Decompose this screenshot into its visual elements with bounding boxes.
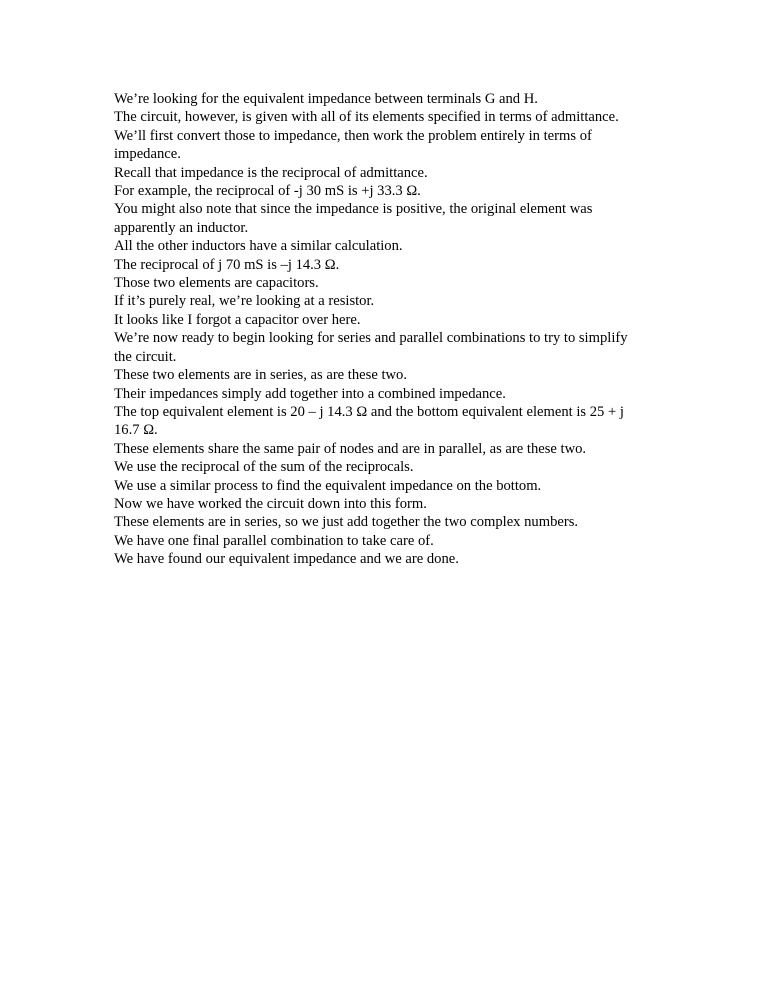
paragraph: These elements are in series, so we just add together the two complex numbers. [114,514,579,531]
document-body [114,90,634,569]
paragraph: We’re looking for the equivalent impedance between terminals G and H. [114,91,538,107]
paragraph: If it’s purely real, we’re looking at a resistor. [114,293,375,310]
paragraph: Those two elements are capacitors. [114,275,319,292]
paragraph: We use the reciprocal of the sum of the reciprocals. [114,459,414,476]
paragraph: Now we have worked the circuit down into this form. [114,495,427,512]
paragraph: The top equivalent element is 20 – j 14.3 Ω and the bottom equivalent element is 25 + j 16.7 Ω. [114,403,624,439]
paragraph: We’re now ready to begin looking for series and parallel combinations to try to simplify the circuit. [114,330,628,365]
paragraph: These two elements are in series, as are these two. [114,367,407,384]
paragraph: Recall that impedance is the reciprocal of admittance. [114,164,428,181]
paragraph: We have one final parallel combination to take care of. [114,532,434,549]
paragraph: The circuit, however, is given with all of its elements specified in terms of admittance. [114,109,619,126]
paragraph: We’ll first convert those to impedance, then work the problem entirely in terms of impedance. [114,127,592,163]
paragraph: For example, the reciprocal of -j 30 mS is +j 33.3 Ω. [114,183,421,200]
paragraph: You might also note that since the impedance is positive, the original element was apparently an inductor. [114,201,593,236]
paragraph: We use a similar process to find the equivalent impedance on the bottom. [114,477,542,494]
paragraph: These elements share the same pair of nodes and are in parallel, as are these two. [114,440,587,457]
paragraph: The reciprocal of j 70 mS is –j 14.3 Ω. [114,256,340,273]
paragraph: All the other inductors have a similar calculation. [114,238,403,255]
paragraph: We have found our equivalent impedance and we are done. [114,551,459,568]
paragraph: Their impedances simply add together into a combined impedance. [114,385,506,402]
paragraph: It looks like I forgot a capacitor over here. [114,311,361,328]
